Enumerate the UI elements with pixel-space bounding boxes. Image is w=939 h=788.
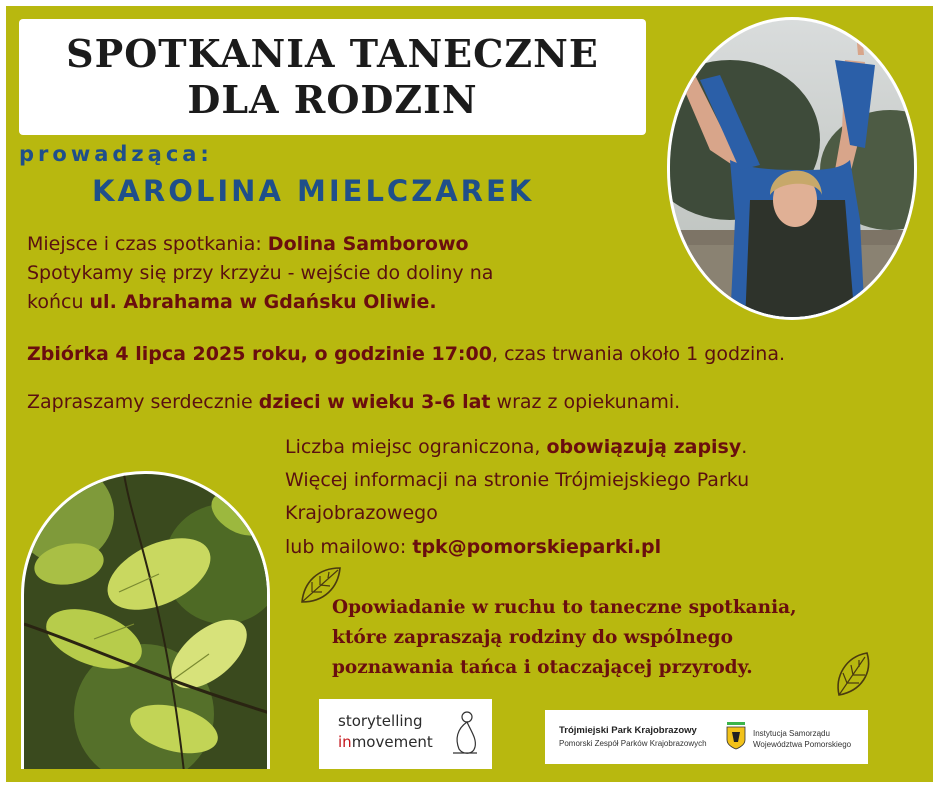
institution-line-2: Województwa Pomorskiego — [753, 740, 852, 749]
meeting-line — [27, 340, 785, 369]
dancer-photo — [667, 17, 917, 320]
lead-name: KAROLINA MIELCZAREK — [92, 174, 535, 208]
place-line-2: Spotykamy się przy krzyżu - wejście do doliny na — [27, 262, 494, 284]
invite-age: dzieci w wieku 3-6 lat — [258, 391, 491, 413]
title-line-2: DLA RODZIN — [187, 77, 478, 122]
place-name: Dolina Samborowo — [267, 233, 469, 255]
poster — [6, 6, 933, 782]
inmovement-word — [338, 733, 433, 751]
title-box — [19, 19, 646, 135]
place-line-3 — [27, 288, 437, 317]
info-line-1-suffix: . — [741, 436, 748, 458]
invite-prefix: Zapraszamy serdecznie — [27, 391, 259, 413]
institution-line-1: Instytucja Samorządu — [753, 729, 830, 738]
leaves-photo-image — [24, 474, 270, 769]
meeting-duration: , czas trwania około 1 godzina. — [491, 343, 785, 365]
info-registration: obowiązują zapisy — [546, 436, 742, 458]
invite-suffix: wraz z opiekunami. — [490, 391, 681, 413]
place-line-3-prefix: końcu — [27, 291, 90, 313]
quote-line-2: które zapraszają rodziny do wspólnego — [332, 627, 733, 648]
lead-label: prowadząca: — [19, 142, 213, 166]
meeting-date: Zbiórka 4 lipca 2025 roku, o godzinie 17:00 — [27, 343, 492, 365]
griffin-crest-icon — [725, 722, 747, 750]
email-link[interactable]: tpk@pomorskieparki.pl — [412, 536, 662, 558]
park-subtitle: Pomorski Zespół Parków Krajobrazowych — [559, 739, 707, 748]
info-line-4-prefix: lub mailowo: — [285, 536, 413, 558]
leaves-photo — [21, 471, 270, 769]
place-line-1 — [27, 230, 469, 259]
quote-line-3: poznawania tańca i otaczającej przyrody. — [332, 657, 753, 678]
leaf-doodle-icon-2 — [833, 649, 875, 699]
invite-line — [27, 388, 680, 417]
dancer-photo-image — [670, 20, 917, 320]
park-logo — [545, 710, 868, 764]
park-name: Trójmiejski Park Krajobrazowy — [559, 725, 697, 736]
storytelling-logo — [319, 699, 492, 769]
place-line-1-prefix: Miejsce i czas spotkania: — [27, 233, 268, 255]
quote-line-1: Opowiadanie w ruchu to taneczne spotkania, — [332, 597, 797, 618]
movement-word: movement — [351, 733, 433, 751]
storytelling-word: storytelling — [338, 712, 423, 730]
title-line-1: SPOTKANIA TANECZNE — [66, 31, 599, 76]
quote — [332, 593, 797, 683]
in-word: in — [338, 733, 352, 751]
place-street: ul. Abrahama w Gdańsku Oliwie. — [89, 291, 437, 313]
info-line-2: Więcej informacji na stronie Trójmiejskiego Parku — [285, 469, 750, 491]
figure-sketch-icon — [447, 709, 479, 759]
info-line-4 — [285, 533, 661, 562]
info-line-1 — [285, 433, 747, 462]
info-line-3: Krajobrazowego — [285, 502, 438, 524]
info-line-1-prefix: Liczba miejsc ograniczona, — [285, 436, 547, 458]
